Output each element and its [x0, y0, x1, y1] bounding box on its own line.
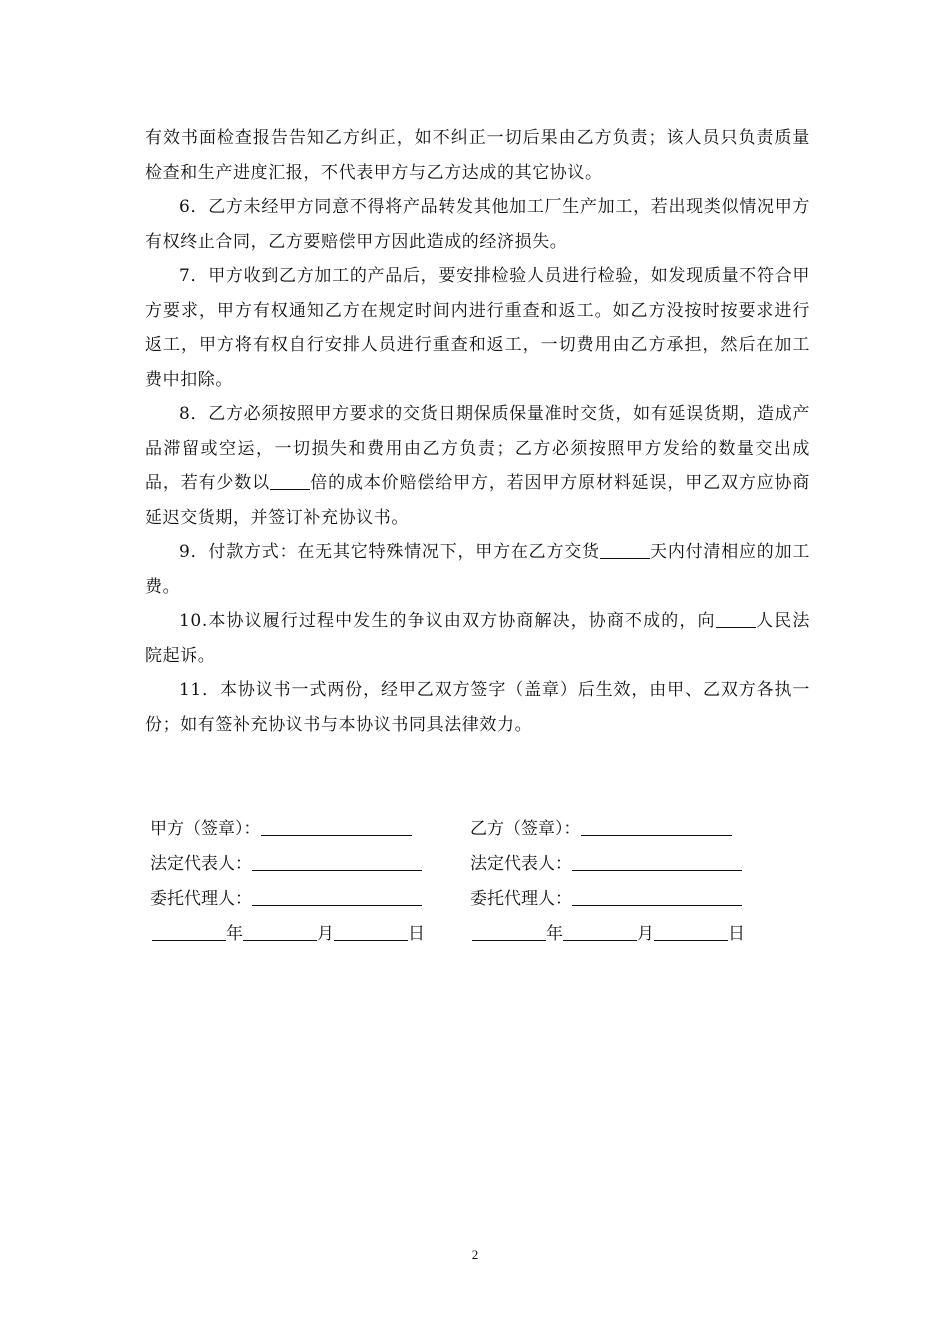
signature-row	[150, 809, 790, 844]
party-b-date	[470, 919, 790, 944]
clause-7	[145, 259, 810, 397]
party-b-sign	[470, 814, 790, 839]
signature-block	[150, 809, 790, 949]
party-a-sign-line[interactable]	[261, 818, 412, 836]
party-b-rep-line[interactable]	[572, 853, 742, 871]
clause-11	[145, 673, 810, 742]
clause-text: 人民法院起诉。	[145, 611, 810, 666]
clause-text: 10.本协议履行过程中发生的争议由双方协商解决，协商不成的，向	[179, 611, 716, 631]
party-a-rep-line[interactable]	[252, 853, 422, 871]
page-number: 2	[471, 1247, 479, 1262]
clause-10	[145, 604, 810, 673]
clause-5-continuation	[145, 121, 810, 190]
party-a-agent	[150, 884, 470, 909]
clause-text: 6．乙方未经甲方同意不得将产品转发其他加工厂生产加工，若出现类似情况甲方有权终止合同，乙方要赔偿甲方因此造成的经济损失。	[145, 197, 810, 252]
party-b-month-line[interactable]	[563, 923, 637, 941]
party-b-agent	[470, 884, 790, 909]
party-a-rep-label: 法定代表人：	[150, 854, 252, 874]
payment-days-blank[interactable]	[600, 541, 650, 559]
party-b-rep-label: 法定代表人：	[470, 854, 572, 874]
agent-row	[150, 879, 790, 914]
party-b-sign-label: 乙方（签章）：	[470, 819, 581, 839]
clause-text: 9．付款方式：在无其它特殊情况下，甲方在乙方交货	[179, 542, 600, 562]
party-b-year-label: 年	[546, 924, 563, 944]
clause-9	[145, 535, 810, 604]
party-a-year-line[interactable]	[152, 923, 226, 941]
party-a-rep	[150, 849, 470, 874]
party-a-month-line[interactable]	[243, 923, 317, 941]
party-a-month-label: 月	[317, 924, 334, 944]
party-a-date	[150, 919, 470, 944]
party-b-year-line[interactable]	[472, 923, 546, 941]
party-b-rep	[470, 849, 790, 874]
clause-6	[145, 190, 810, 259]
party-b-day-label: 日	[728, 924, 745, 944]
party-b-day-line[interactable]	[654, 923, 728, 941]
party-a-day-line[interactable]	[334, 923, 408, 941]
clause-text: 倍的成本价赔偿给甲方，若因甲方原材料延误，甲乙双方应协商延迟交货期，并签订补充协议书。	[145, 473, 810, 528]
party-a-year-label: 年	[226, 924, 243, 944]
party-b-month-label: 月	[637, 924, 654, 944]
agreement-body	[145, 121, 810, 742]
representative-row	[150, 844, 790, 879]
party-a-agent-label: 委托代理人：	[150, 889, 252, 909]
multiplier-blank[interactable]	[270, 472, 310, 490]
party-a-agent-line[interactable]	[252, 888, 422, 906]
party-b-sign-line[interactable]	[581, 818, 732, 836]
clause-text: 8．乙方必须按照甲方要求的交货日期保质保量准时交货，如有延误货期，造成产品滞留或空运，一切损失和费用由乙方负责；乙方必须按照甲方发给的数量交出成品，若有少数以	[145, 404, 810, 493]
clause-text: 有效书面检查报告告知乙方纠正，如不纠正一切后果由乙方负责；该人员只负责质量检查和生产进度汇报，不代表甲方与乙方达成的其它协议。	[145, 128, 810, 183]
clause-text: 天内付清相应的加工费。	[145, 542, 810, 597]
clause-text: 7．甲方收到乙方加工的产品后，要安排检验人员进行检验，如发现质量不符合甲方要求，甲方有权通知乙方在规定时间内进行重查和返工。如乙方没按时按要求进行返工，甲方将有权自行安排人员进行重查和返工，一切费用由乙方承担，然后在加工费中扣除。	[145, 266, 810, 390]
clause-text: 11．本协议书一式两份，经甲乙双方签字（盖章）后生效，由甲、乙双方各执一份；如有签补充协议书与本协议书同具法律效力。	[145, 680, 810, 735]
party-a-sign-label: 甲方（签章）：	[150, 819, 261, 839]
party-a-sign	[150, 814, 470, 839]
party-a-day-label: 日	[408, 924, 425, 944]
date-row	[150, 914, 790, 949]
party-b-agent-label: 委托代理人：	[470, 889, 572, 909]
clause-8	[145, 397, 810, 535]
court-name-blank[interactable]	[716, 610, 756, 628]
party-b-agent-line[interactable]	[572, 888, 742, 906]
